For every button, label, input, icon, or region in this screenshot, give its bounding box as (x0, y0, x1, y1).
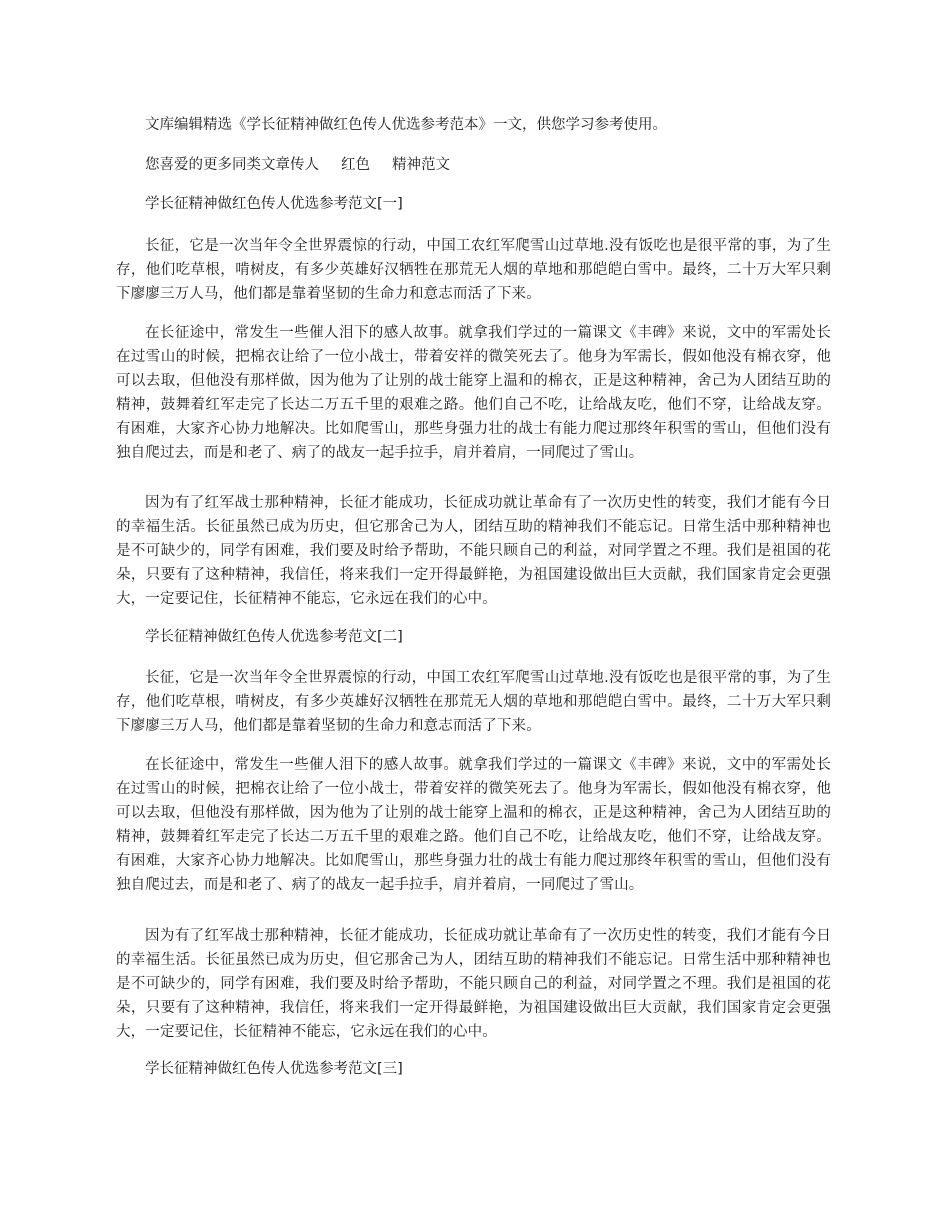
body-paragraph: 在长征途中，常发生一些催人泪下的感人故事。就拿我们学过的一篇课文《丰碑》来说，文中的军需处长在过雪山的时候，把棉衣让给了一位小战士，带着安祥的微笑死去了。他身为军需长，假如他没有棉衣穿，他可以去取，但他没有那样做，因为他为了让别的战士能穿上温和的棉衣，正是这种精神，舍己为人团结互助的精神，鼓舞着红军走完了长达二万五千里的艰难之路。他们自己不吃，让给战友吃，他们不穿，让给战友穿。有困难，大家齐心协力地解决。比如爬雪山，那些身强力壮的战士有能力爬过那终年积雪的雪山，但他们没有独自爬过去，而是和老了、病了的战友一起手拉手，肩并着肩，一同爬过了雪山。 (116, 757, 831, 893)
related-tag-link[interactable]: 红色 (341, 157, 370, 173)
intro-text: 文库编辑精选《学长征精神做红色传人优选参考范本》一文，供您学习参考使用。 (145, 117, 667, 133)
section-title: 学长征精神做红色传人优选参考范文[一] (145, 196, 403, 212)
body-paragraph: 长征，它是一次当年令全世界震惊的行动，中国工农红军爬雪山过草地.没有饭吃也是很平常的事，为了生存，他们吃草根，啃树皮，有多少英雄好汉牺牲在那荒无人烟的草地和那皑皑白雪中。最终，二十万大军只剩下廖廖三万人马，他们都是靠着坚韧的生命力和意志而活了下来。 (116, 238, 831, 302)
body-paragraph: 因为有了红军战士那种精神，长征才能成功，长征成功就让革命有了一次历史性的转变，我们才能有今日的幸福生活。长征虽然已成为历史，但它那舍己为人，团结互助的精神我们不能忘记。日常生活中那种精神也是不可缺少的，同学有困难，我们要及时给予帮助，不能只顾自己的利益，对同学置之不理。我们是祖国的花朵，只要有了这种精神，我信任，将来我们一定开得最鲜艳，为祖国建设做出巨大贡献，我们国家肯定会更强大，一定要记住，长征精神不能忘，它永远在我们的心中。 (116, 928, 831, 1040)
body-paragraph: 在长征途中，常发生一些催人泪下的感人故事。就拿我们学过的一篇课文《丰碑》来说，文中的军需处长在过雪山的时候，把棉衣让给了一位小战士，带着安祥的微笑死去了。他身为军需长，假如他没有棉衣穿，他可以去取，但他没有那样做，因为他为了让别的战士能穿上温和的棉衣，正是这种精神，舍己为人团结互助的精神，鼓舞着红军走完了长达二万五千里的艰难之路。他们自己不吃，让给战友吃，他们不穿，让给战友穿。有困难，大家齐心协力地解决。比如爬雪山，那些身强力壮的战士有能力爬过那终年积雪的雪山，但他们没有独自爬过去，而是和老了、病了的战友一起手拉手，肩并着肩，一同爬过了雪山。 (116, 325, 831, 461)
related-prefix: 您喜爱的更多同类文章传人 (145, 157, 319, 173)
body-paragraph: 因为有了红军战士那种精神，长征才能成功，长征成功就让革命有了一次历史性的转变，我们才能有今日的幸福生活。长征虽然已成为历史，但它那舍己为人，团结互助的精神我们不能忘记。日常生活中那种精神也是不可缺少的，同学有困难，我们要及时给予帮助，不能只顾自己的利益，对同学置之不理。我们是祖国的花朵，只要有了这种精神，我信任，将来我们一定开得最鲜艳，为祖国建设做出巨大贡献，我们国家肯定会更强大，一定要记住，长征精神不能忘，它永远在我们的心中。 (116, 495, 831, 607)
related-articles-line (145, 153, 450, 177)
body-paragraph: 长征，它是一次当年令全世界震惊的行动，中国工农红军爬雪山过草地.没有饭吃也是很平常的事，为了生存，他们吃草根，啃树皮，有多少英雄好汉牺牲在那荒无人烟的草地和那皑皑白雪中。最终，二十万大军只剩下廖廖三万人马，他们都是靠着坚韧的生命力和意志而活了下来。 (116, 670, 831, 734)
section-title: 学长征精神做红色传人优选参考范文[二] (145, 629, 403, 645)
section-title: 学长征精神做红色传人优选参考范文[三] (145, 1061, 403, 1077)
related-tag-link[interactable]: 精神范文 (392, 157, 450, 173)
